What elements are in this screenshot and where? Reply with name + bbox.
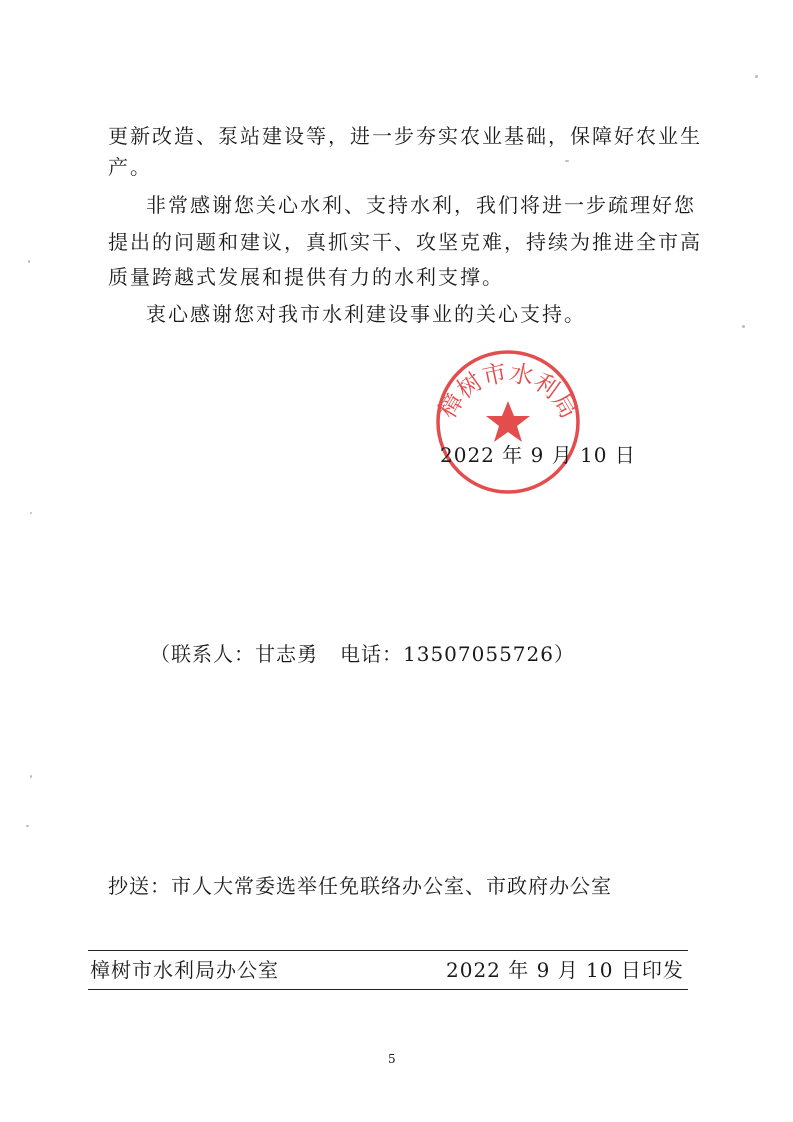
seal-star-icon: [486, 401, 530, 442]
scan-speck: [30, 512, 32, 514]
scan-speck: [742, 325, 745, 328]
body-paragraph-2-line-1: 非常感谢您关心水利、支持水利，我们将进一步疏理好您: [146, 193, 696, 217]
official-seal-stamp: [433, 347, 583, 497]
scan-speck: [30, 775, 32, 778]
body-paragraph-1-line-2: 产。: [108, 155, 152, 179]
body-paragraph-1-line-1: 更新改造、泵站建设等，进一步夯实农业基础，保障好农业生: [108, 124, 702, 148]
scan-speck: [26, 825, 29, 827]
footer-top-rule: [88, 950, 688, 951]
signature-date: 2022 年 9 月 10 日: [440, 443, 636, 467]
body-paragraph-3-line-1: 衷心感谢您对我市水利建设事业的关心支持。: [146, 302, 586, 326]
contact-phone: 电话：13507055726）: [340, 642, 575, 666]
footer-issuer: 樟树市水利局办公室: [90, 958, 279, 982]
contact-person: （联系人：甘志勇: [150, 642, 318, 666]
contact-line: [150, 640, 575, 668]
scan-speck: [28, 260, 30, 263]
body-paragraph-2-line-2: 提出的问题和建议，真抓实干、攻坚克难，持续为推进全市高: [108, 230, 702, 254]
footer-issue-date: 2022 年 9 月 10 日印发: [446, 958, 684, 982]
scan-speck: [565, 160, 569, 162]
body-paragraph-2-line-3: 质量跨越式发展和提供有力的水利支撑。: [108, 265, 504, 289]
cc-recipients: 抄送：市人大常委选举任免联络办公室、市政府办公室: [108, 874, 612, 898]
footer-bottom-rule: [88, 989, 688, 990]
page-number: 5: [388, 1052, 396, 1066]
scan-speck: [755, 75, 758, 78]
seal-text: 樟树市水利局: [433, 358, 583, 424]
